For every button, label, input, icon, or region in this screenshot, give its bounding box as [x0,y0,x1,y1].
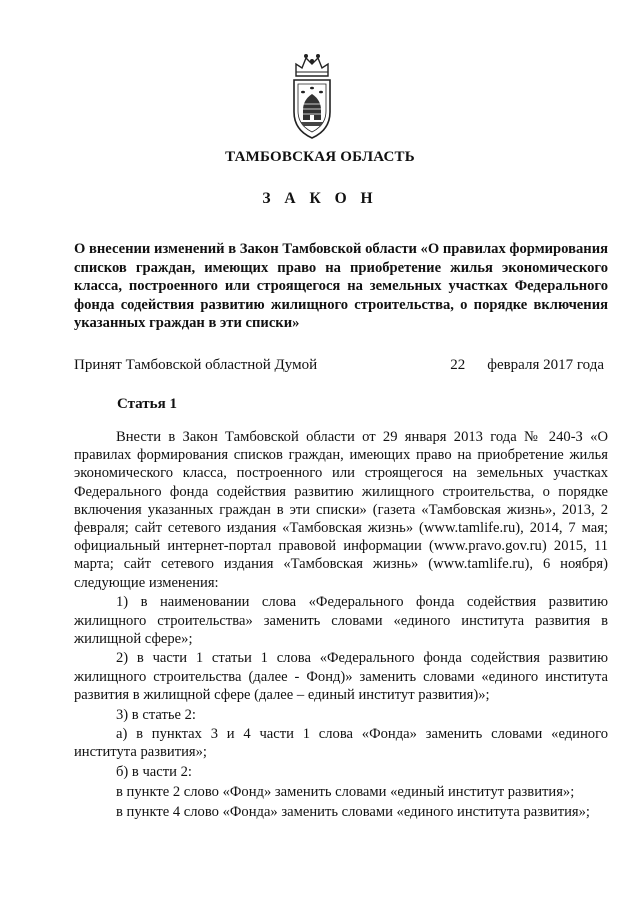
document-type: З А К О Н [262,190,378,207]
region-title: ТАМБОВСКАЯ ОБЛАСТЬ [225,149,415,165]
adopted-by: Принят Тамбовской областной Думой [74,357,318,373]
paragraph: 2) в части 1 статьи 1 слова «Федерального фонда содействия развитию жилищного строительства (далее - Фонд)» заменить словами «единого института развития в жилищной сфере (далее – единый институт развития)»; [74,650,608,703]
article-title: Статья 1 [117,396,177,412]
paragraph: 1) в наименовании слова «Федерального фонда содействия развитию жилищного строительства» заменить словами «единого института развития в жилищной сфере»; [74,594,608,647]
adoption-day: 22 [450,357,466,373]
paragraph: в пункте 4 слово «Фонда» заменить словами «единого института развития»; [116,803,590,820]
paragraph: а) в пунктах 3 и 4 части 1 слова «Фонда» заменить словами «единого института развития»; [74,726,608,761]
coat-of-arms-icon [288,50,336,140]
paragraph: 3) в статье 2: [116,706,196,723]
article-body [74,428,608,822]
law-subject: О внесении изменений в Закон Тамбовской области «О правилах формирования списков граждан, имеющих право на приобретение жилья экономического класса, построенного или строящегося на земельных участках Федерального фонда содействия развитию жилищного строительства, о порядке включения указанных граждан в эти списки» [74,241,608,332]
paragraph: Внести в Закон Тамбовской области от 29 января 2013 года № 240-З «О правилах формирования списков граждан, имеющих право на приобретение жилья экономического класса, построенного или строящегося на земельных участках Федерального фонда содействия развитию жилищного строительства, о порядке включения указанных граждан в эти списки» (газета «Тамбовская жизнь», 2013, 2 февраля; сайт сетевого издания «Тамбовская жизнь» (www.tamlife.ru), 2014, 7 мая; официальный интернет-портал правовой информации (www.pravo.gov.ru) 2015, 11 марта; сайт сетевого издания «Тамбовская жизнь» (www.tamlife.ru), 6 ноября) следующие изменения: [74,429,608,591]
paragraph: в пункте 2 слово «Фонд» заменить словами «единый институт развития»; [116,783,575,800]
paragraph: б) в части 2: [116,764,192,781]
adoption-month-year: февраля 2017 года [487,357,604,373]
adoption-date [450,356,604,374]
